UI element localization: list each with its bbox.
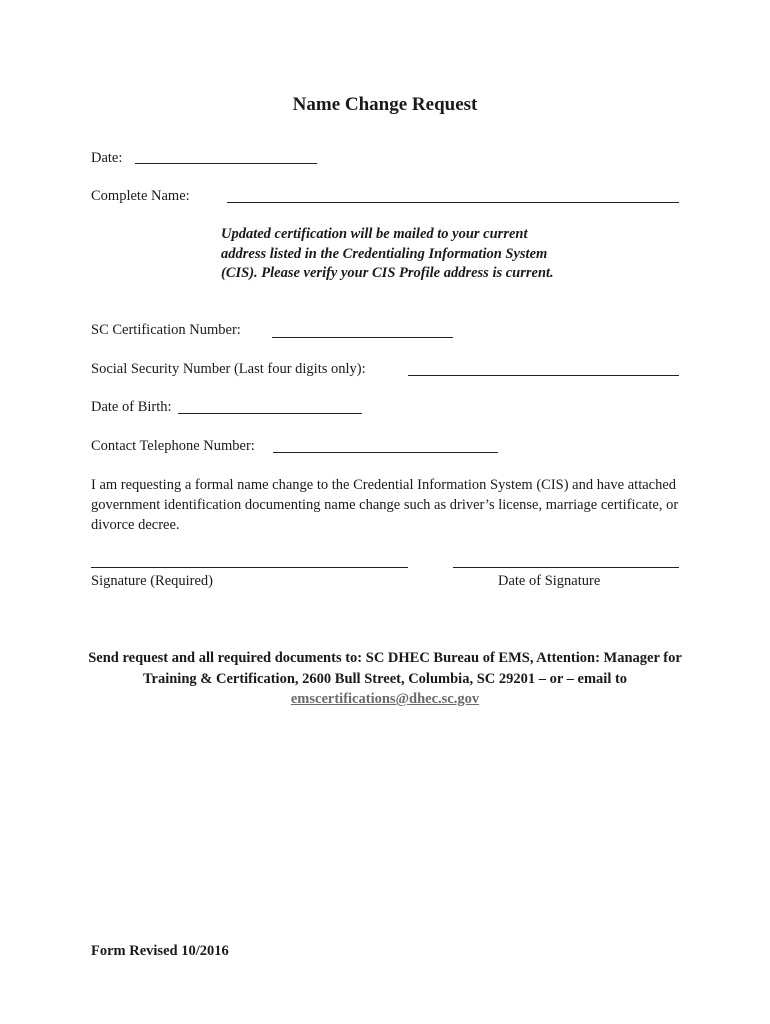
dob-field[interactable] bbox=[178, 413, 362, 414]
signature-date-label: Date of Signature bbox=[498, 573, 601, 589]
page-title: Name Change Request bbox=[292, 94, 478, 115]
date-field[interactable] bbox=[135, 163, 317, 164]
phone-label: Contact Telephone Number: bbox=[91, 438, 255, 454]
send-text: Send request and all required documents to: SC DHEC Bureau of EMS, Attention: Manager for Training & Certification, 2600 Bull Street, Columbia, SC 29201 – or – email to bbox=[88, 650, 682, 687]
sc-certification-number-field[interactable] bbox=[272, 337, 453, 338]
signature-label: Signature (Required) bbox=[91, 573, 214, 589]
phone-field[interactable] bbox=[273, 452, 498, 453]
dob-label: Date of Birth: bbox=[91, 399, 172, 415]
request-paragraph: I am requesting a formal name change to the Credential Information System (CIS) and have attached government identification documenting name change such as driver’s license, marriage certificate, or divorce decree. bbox=[91, 477, 679, 533]
signature-field[interactable] bbox=[91, 567, 408, 568]
form-revision: Form Revised 10/2016 bbox=[91, 943, 229, 959]
mail-note: Updated certification will be mailed to your current address listed in the Credentialing Information System (CIS). Please verify your CIS Profile address is current. bbox=[221, 226, 554, 281]
complete-name-label: Complete Name: bbox=[91, 188, 190, 204]
complete-name-field[interactable] bbox=[227, 202, 679, 203]
ssn-field[interactable] bbox=[408, 375, 679, 376]
signature-date-field[interactable] bbox=[453, 567, 679, 568]
send-instructions bbox=[85, 648, 685, 710]
ssn-label: Social Security Number (Last four digits only): bbox=[91, 361, 366, 377]
email-link[interactable]: emscertifications@dhec.sc.gov bbox=[290, 691, 480, 707]
sc-certification-number-label: SC Certification Number: bbox=[91, 322, 241, 338]
date-label: Date: bbox=[91, 150, 123, 166]
